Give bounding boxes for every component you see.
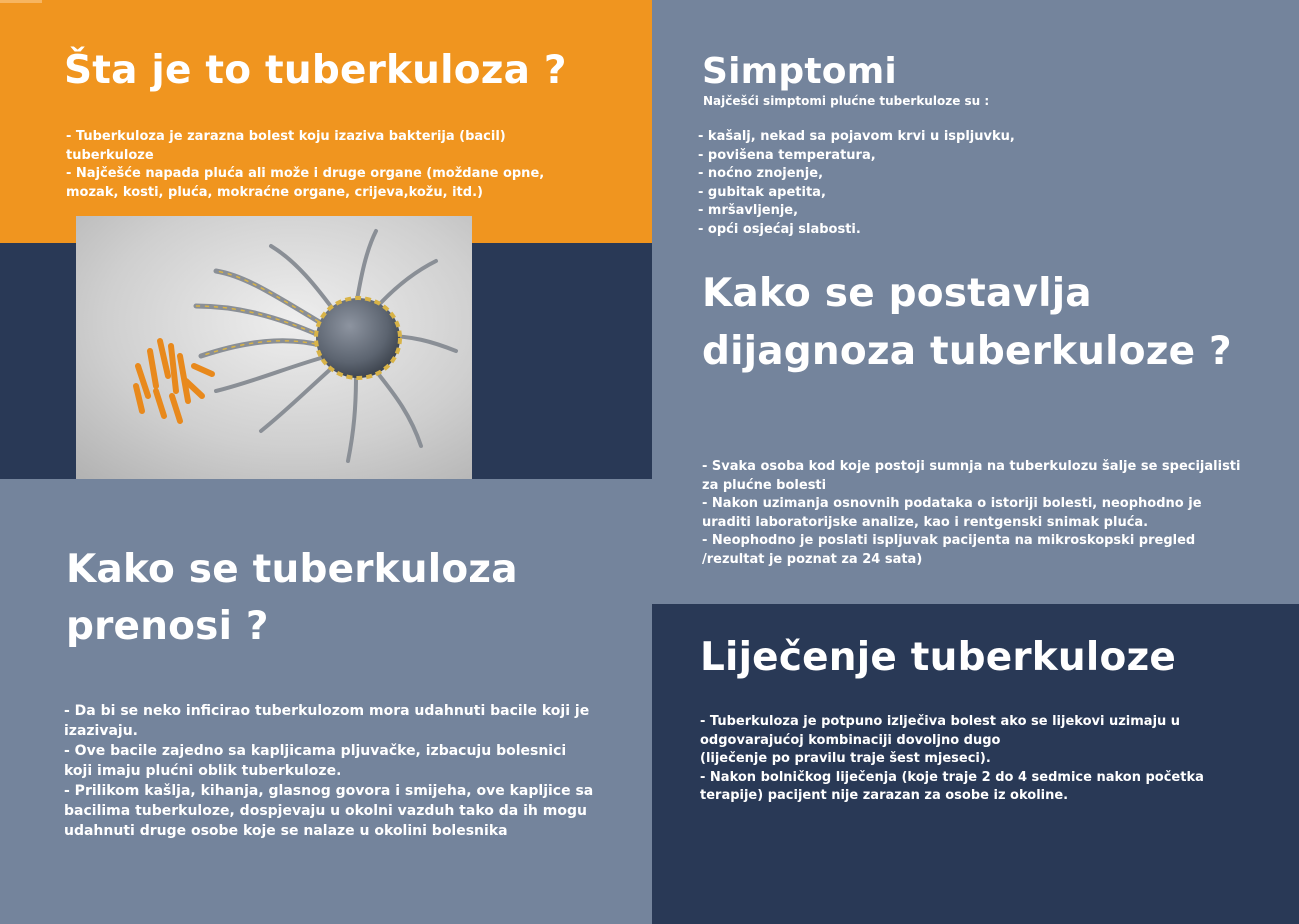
- title-transmission: Kako se tuberkuloza prenosi ?: [66, 547, 518, 649]
- tb-illustration: [76, 216, 472, 479]
- transmission-text: - Da bi se neko inficirao tuberkulozom mora udahnuti bacile koji je izazivaju. - Ove bacile zajedno sa kapljicama pljuvačke, izbacuju bolesnici koji imaju plućni oblik tuberkuloze. - Prilikom kašlja, kihanja, glasnog govora i smijeha, ove kapljice sa bacilima tuberkuloze, dospjevaju u okolni vazduh tako da ih mogu udahnuti druge osobe koje se nalaze u okolini bolesnika: [64, 703, 594, 839]
- title-symptoms: Simptomi: [702, 51, 897, 92]
- diagnosis-text: - Svaka osoba kod koje postoji sumnja na tuberkulozu šalje se specijalisti za plućne bolesti - Nakon uzimanja osnovnih podataka o istoriji bolesti, neophodno je uraditi laboratorijske analize, kao i rentgenski snimak pluća. - Neophodno je poslati ispljuvak pacijenta na mikroskopski pregled /rezultat je poznat za 24 sata): [702, 459, 1241, 567]
- symptoms-intro: Najčešći simptomi plućne tuberkuloze su :: [703, 94, 990, 108]
- title-diagnosis: Kako se postavlja dijagnoza tuberkuloze ?: [702, 271, 1232, 374]
- corner-accent: [0, 0, 42, 3]
- macrophage-cell: [316, 298, 400, 378]
- what-is-tb-text: - Tuberkuloza je zarazna bolest koju izaziva bakterija (bacil) tuberkuloze - Najčešće napada pluća ali može i druge organe (moždane opne, mozak, kosti, pluća, mokraćne organe, crijeva,kožu, itd.): [66, 129, 545, 200]
- orange-panel: [0, 0, 652, 243]
- illustration-background: [76, 216, 472, 479]
- title-treatment: Liječenje tuberkuloze: [700, 635, 1176, 680]
- treatment-text: - Tuberkuloza je potpuno izlječiva bolest ako se lijekovi uzimaju u odgovarajućoj kombinaciji dovoljno dugo (liječenje po pravilu traje šest mjeseci). - Nakon bolničkog liječenja (koje traje 2 do 4 sedmice nakon početka terapije) pacijent nije zarazan za osobe iz okoline.: [700, 714, 1204, 803]
- title-what-is-tb: Šta je to tuberkuloza ?: [64, 48, 567, 93]
- symptoms-list: - kašalj, nekad sa pojavom krvi u ispljuvku, - povišena temperatura, - noćno znojenje, - gubitak apetita, - mršavljenje, - opći osjećaj slabosti.: [698, 129, 1015, 237]
